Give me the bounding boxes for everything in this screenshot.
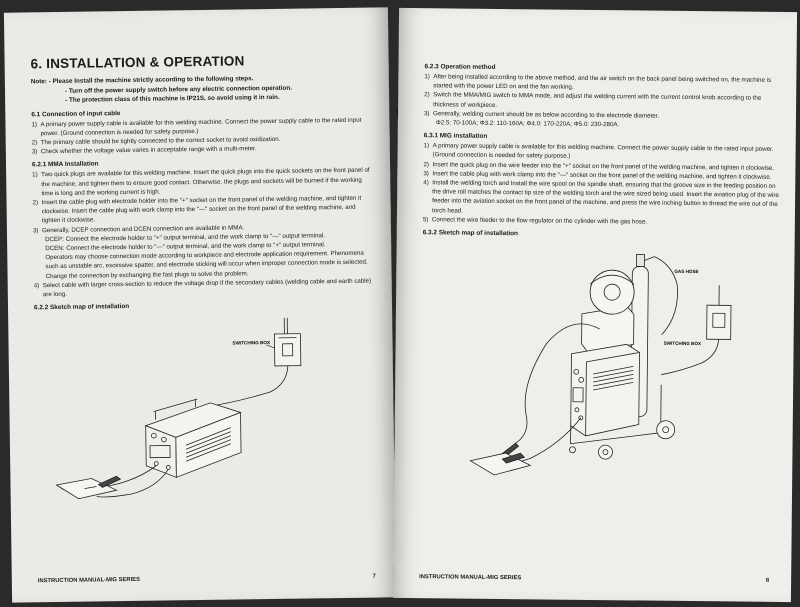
list-item: 1) A primary power supply cable is available for this welding machine. Connect the power supply cable to the rated input power. (Ground connection is needed for safety purpose.) [423,142,774,161]
left-page [4,7,396,602]
list-item: 3) Insert the cable plug with work clamp into the "—" socket on the front panel of the welding machine, and tighten it clockwise. [423,170,772,181]
notes-block [31,73,369,106]
list-item: 2) The primary cable should be tightly connected to the correct socket to avoid oxidization. [31,135,281,147]
list-item: 4) Install the welding torch and Install the wire spool on the spindle shaft, ensuring that the groove size in the feeding position on the drive roll matches the contact tip size of the welding torch and the wire sized being used. Insert the aviation plug of the wire feeder into the aviation socket on the front panel of the machine, and press the wire inching button to thread the wire out of the torch head. [423,179,779,215]
subsection-title: 6.2.3 Operation method [424,63,496,71]
list-item: 2) Switch the MMA/MIG switch to MMA mode, and adjust the welding current with the current control knob according to the thickness of workpiece. [424,91,762,109]
subsection-title: 6.2.1 MMA Installation [31,160,99,169]
footer-title: INSTRUCTION MANUAL-MIG SERIES [37,576,140,585]
mig-sketch-illustration [420,242,773,506]
list-item: 3) Generally, DCEP connection and DCEN connection are available in MMA. [32,223,245,234]
figure-label: SWITCHING BOX [663,340,702,347]
mma-installation-figure [34,313,375,503]
list-item: 1) Two quick plugs are available for this welding machine. Insert the quick plugs into the quick sockets on the front panel of the machine, and tighten them to ensure good contact. Otherwise, the plugs and sockets will be burned if the working time is long and the working current is high. [32,166,370,197]
list-item: 3) Check whether the voltage value varies in acceptable range with a multi-meter. [31,145,257,156]
subsection-title: 6.3.1 MIG installation [423,132,488,141]
page-number: 8 [765,577,770,584]
electrode-current-table: Φ2.5: 70-100A; Φ3.2: 110-160A; Φ4.0: 170-220A; Φ5.0: 230-280A. [435,119,620,129]
note-line: - The protection class of this machine is IP21S, so avoid using it in rain. [65,93,280,104]
section-title: 6. INSTALLATION & OPERATION [30,53,245,72]
note-line: - Turn off the power supply switch before any electric connection operation. [64,84,292,95]
list-item: 3) Generally, welding current should be as below according to the electrode diameter. [423,110,660,120]
figure-label: SWITCHING BOX [232,340,271,346]
list-item: 2) Insert the quick plug on the wire feeder into the "+" socket on the front panel of the welding machine, and tighten it clockwise. [423,160,775,172]
list-item: 1) After being installed according to the above method, and the air switch on the back panel being switched on, the machine is started with the power LED on and the fan working. [424,73,772,91]
dc-extra-text: Operators may choose connection mode according to workpiece and electrode application requirement. Phenomena such as unstable arc, excessive spatter, and electrode sticking will occur when improper connection mode is selected. Change the connection by exchanging the fast plugs to solve the problem. [45,249,368,280]
subsection-title: 6.3.2 Sketch map of installation [422,229,518,238]
page-footer [38,574,376,585]
list-item: 5) Connect the wire feeder to the flow regulator on the cylinder with the gas hose. [422,216,648,226]
subsection-title: 6.1 Connection of input cable [31,109,121,118]
page-footer [419,574,769,584]
list-item: 1) A primary power supply cable is available for this welding machine. Connect the power supply cable to the rated input power. (Ground connection is needed for safety purpose.) [31,116,362,137]
note-line: - Please Install the machine strictly according to the following steps. [48,75,254,86]
dcep-text: DCEP: Connect the electrode holder to "+" output terminal, and the work clamp to "—" output terminal. [45,231,326,243]
subsection-title: 6.2.2 Sketch map of installation [33,303,130,312]
note-prefix: Note: [30,78,48,86]
figure-label: GAS HOSE [674,268,699,275]
dcen-text: DCEN: Connect the electrode holder to "—" output terminal, and the work clamp to "+" output terminal. [45,241,326,253]
mig-installation-figure [420,242,779,506]
footer-title: INSTRUCTION MANUAL-MIG SERIES [419,574,522,582]
right-page [393,8,797,602]
list-item: 4) Select cable with larger cross-section to reduce the voltage drop if the secondary cables (welding cable and earth cable) are long. [33,277,372,299]
mma-sketch-illustration [34,313,367,503]
page-number: 7 [372,573,376,580]
list-item: 2) Insert the cable plug with electrode holder into the "+" socket on the front panel of the welding machine, and tighten it clockwise. Insert the cable plug with work clamp into the "—" socket on the front panel of the welding machine, and tighten it clockwise. [32,194,362,225]
